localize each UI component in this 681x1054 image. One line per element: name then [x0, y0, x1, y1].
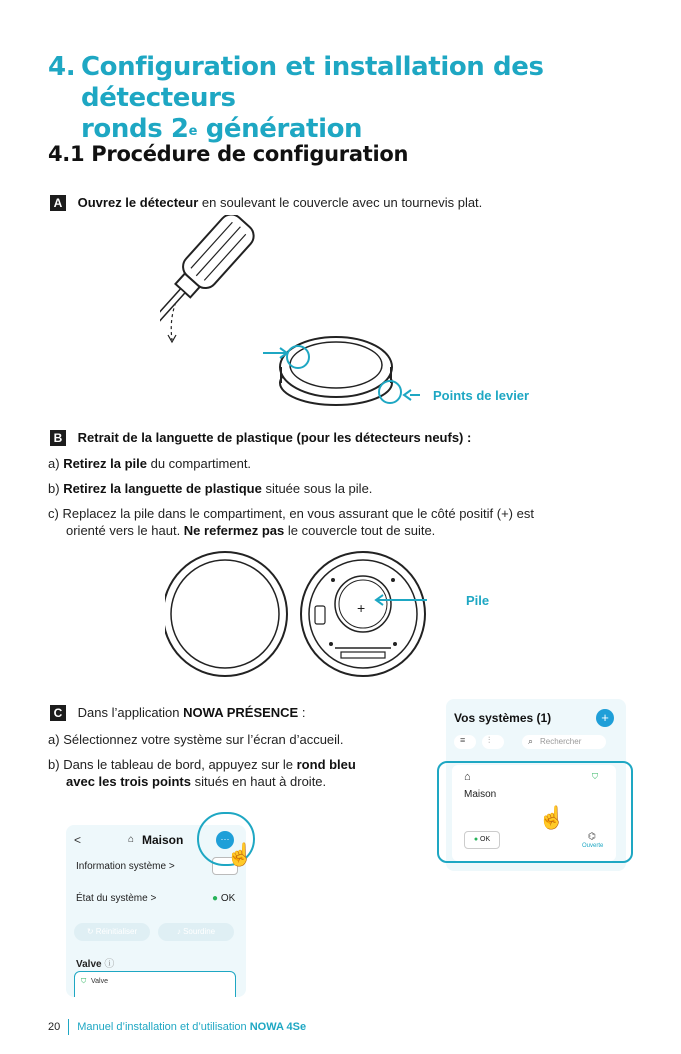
state-dot: ●: [212, 893, 219, 904]
step-c-b-prefix: b): [48, 757, 60, 772]
reset-button[interactable]: [74, 923, 150, 941]
back-button[interactable]: <: [74, 833, 82, 847]
step-b-a-bold: Retirez la pile: [63, 456, 147, 471]
step-b-item-b: [48, 480, 372, 497]
home-icon-dashboard: ⌂: [128, 834, 135, 845]
step-b-c-text2: orienté vers le haut.: [66, 523, 184, 538]
subsection-title: 4.1 Procédure de configuration: [48, 142, 409, 166]
step-c-a-prefix: a): [48, 732, 60, 747]
tap-hand-icon-dashboard: ☝: [226, 842, 254, 867]
step-c-b-bold2: avec les trois points: [66, 774, 191, 789]
step-b-a-prefix: a): [48, 456, 60, 471]
filter-button[interactable]: [482, 735, 504, 749]
page-number: 20: [48, 1020, 61, 1033]
step-c-post: :: [298, 705, 306, 720]
callout-lever-points: Points de levier: [433, 388, 530, 403]
step-b-b-prefix: b): [48, 481, 60, 496]
system-name: Maison: [464, 789, 497, 800]
system-info-label: Information système: [76, 861, 167, 872]
step-b-c-bold: Ne refermez pas: [183, 523, 285, 538]
sort-button[interactable]: [454, 735, 476, 749]
step-b-title: [50, 429, 471, 446]
step-b-b-text: située sous la pile.: [261, 481, 373, 496]
step-a: [50, 194, 482, 211]
reset-label: Réinitialiser: [95, 927, 138, 936]
step-c-b-bold1: rond bleu: [296, 757, 356, 772]
screwdriver-illustration: [160, 215, 420, 415]
sort-icon: ≡: [460, 735, 466, 745]
system-state-link[interactable]: [76, 893, 156, 904]
mute-label: Sourdine: [183, 927, 216, 936]
search-placeholder: Rechercher: [540, 737, 582, 746]
step-c-item-b: [48, 756, 408, 790]
add-system-button[interactable]: +: [596, 709, 614, 727]
step-b-heading: Retrait de la languette de plastique (pour les détecteurs neufs) :: [77, 430, 472, 445]
search-icon: ⌕: [528, 736, 534, 746]
step-c-pre: Dans l’application: [77, 705, 184, 720]
system-card-highlight: [437, 761, 633, 863]
step-b-item-c: [48, 505, 628, 539]
mute-icon: ♪: [176, 927, 181, 936]
step-b-a-text: du compartiment.: [147, 456, 252, 471]
system-state-value-wrap: [212, 893, 235, 904]
callout-battery: Pile: [466, 593, 490, 608]
step-c-badge: C: [50, 705, 66, 721]
valve-item: Valve: [91, 978, 108, 985]
sensor-icon: ⌬: [588, 831, 596, 841]
shield-icon: ⛉: [592, 772, 598, 781]
section-title-line2-pre: ronds 2: [81, 114, 189, 144]
status-dot: ●: [473, 836, 479, 843]
step-c-item-a: [48, 731, 344, 748]
mute-button[interactable]: [158, 923, 234, 941]
sensor-status: Ouverte: [582, 843, 604, 849]
footer: [48, 1019, 306, 1035]
dashboard-title: Maison: [142, 833, 184, 847]
step-a-bold: Ouvrez le détecteur: [77, 195, 199, 210]
step-a-text: en soulevant le couvercle avec un tournevis plat.: [198, 195, 483, 210]
section-number: 4.: [48, 52, 76, 82]
system-state-label: État du système: [76, 893, 148, 904]
battery-plus-sign: +: [357, 600, 366, 616]
system-status: OK: [480, 836, 491, 843]
step-a-badge: A: [50, 195, 66, 211]
step-c-a-text: Sélectionnez votre système sur l’écran d’accueil.: [63, 732, 344, 747]
step-b-b-bold: Retirez la languette de plastique: [63, 481, 262, 496]
valve-card[interactable]: [74, 971, 236, 997]
menu-dots-button[interactable]: ···: [216, 831, 234, 849]
footer-text: Manuel d’installation et d’utilisation: [77, 1020, 250, 1033]
step-c-bold: NOWA PRÉSENCE: [183, 705, 299, 720]
section-title-line2-post: génération: [197, 114, 363, 144]
info-icon: ⓘ: [104, 959, 115, 970]
step-c-title: [50, 704, 305, 721]
home-icon: ⌂: [464, 771, 471, 783]
valve-shield-icon: ⛉: [81, 978, 87, 985]
system-state-value: OK: [220, 893, 236, 904]
step-c-b-text1: Dans le tableau de bord, appuyez sur le: [63, 757, 297, 772]
step-b-c-prefix: c): [48, 506, 59, 521]
footer-product: NOWA 4Se: [249, 1020, 307, 1033]
filter-icon: ⫶: [488, 735, 491, 745]
search-input[interactable]: [522, 735, 606, 749]
step-b-c-text3: le couvercle tout de suite.: [284, 523, 436, 538]
reset-icon: ↻: [86, 927, 94, 936]
system-state-chevron: >: [150, 893, 157, 904]
valve-heading: [76, 955, 114, 970]
valve-heading-label: Valve: [76, 959, 102, 970]
footer-divider: [68, 1019, 69, 1035]
section-title-line1: Configuration et installation des détecteurs: [81, 52, 544, 113]
tap-hand-icon: ☝: [538, 805, 566, 830]
system-info-chevron: >: [168, 861, 175, 872]
step-b-item-a: [48, 455, 251, 472]
system-info-link[interactable]: [76, 861, 175, 872]
step-b-c-text1: Replacez la pile dans le compartiment, en vous assurant que le côté positif (+) est: [62, 506, 534, 521]
battery-illustration: [165, 548, 435, 680]
app-systems-title: Vos systèmes (1): [454, 711, 552, 725]
step-b-badge: B: [50, 430, 66, 446]
step-c-b-text2: situés en haut à droite.: [191, 774, 327, 789]
section-title: [48, 52, 648, 145]
section-title-sup: e: [188, 124, 198, 139]
